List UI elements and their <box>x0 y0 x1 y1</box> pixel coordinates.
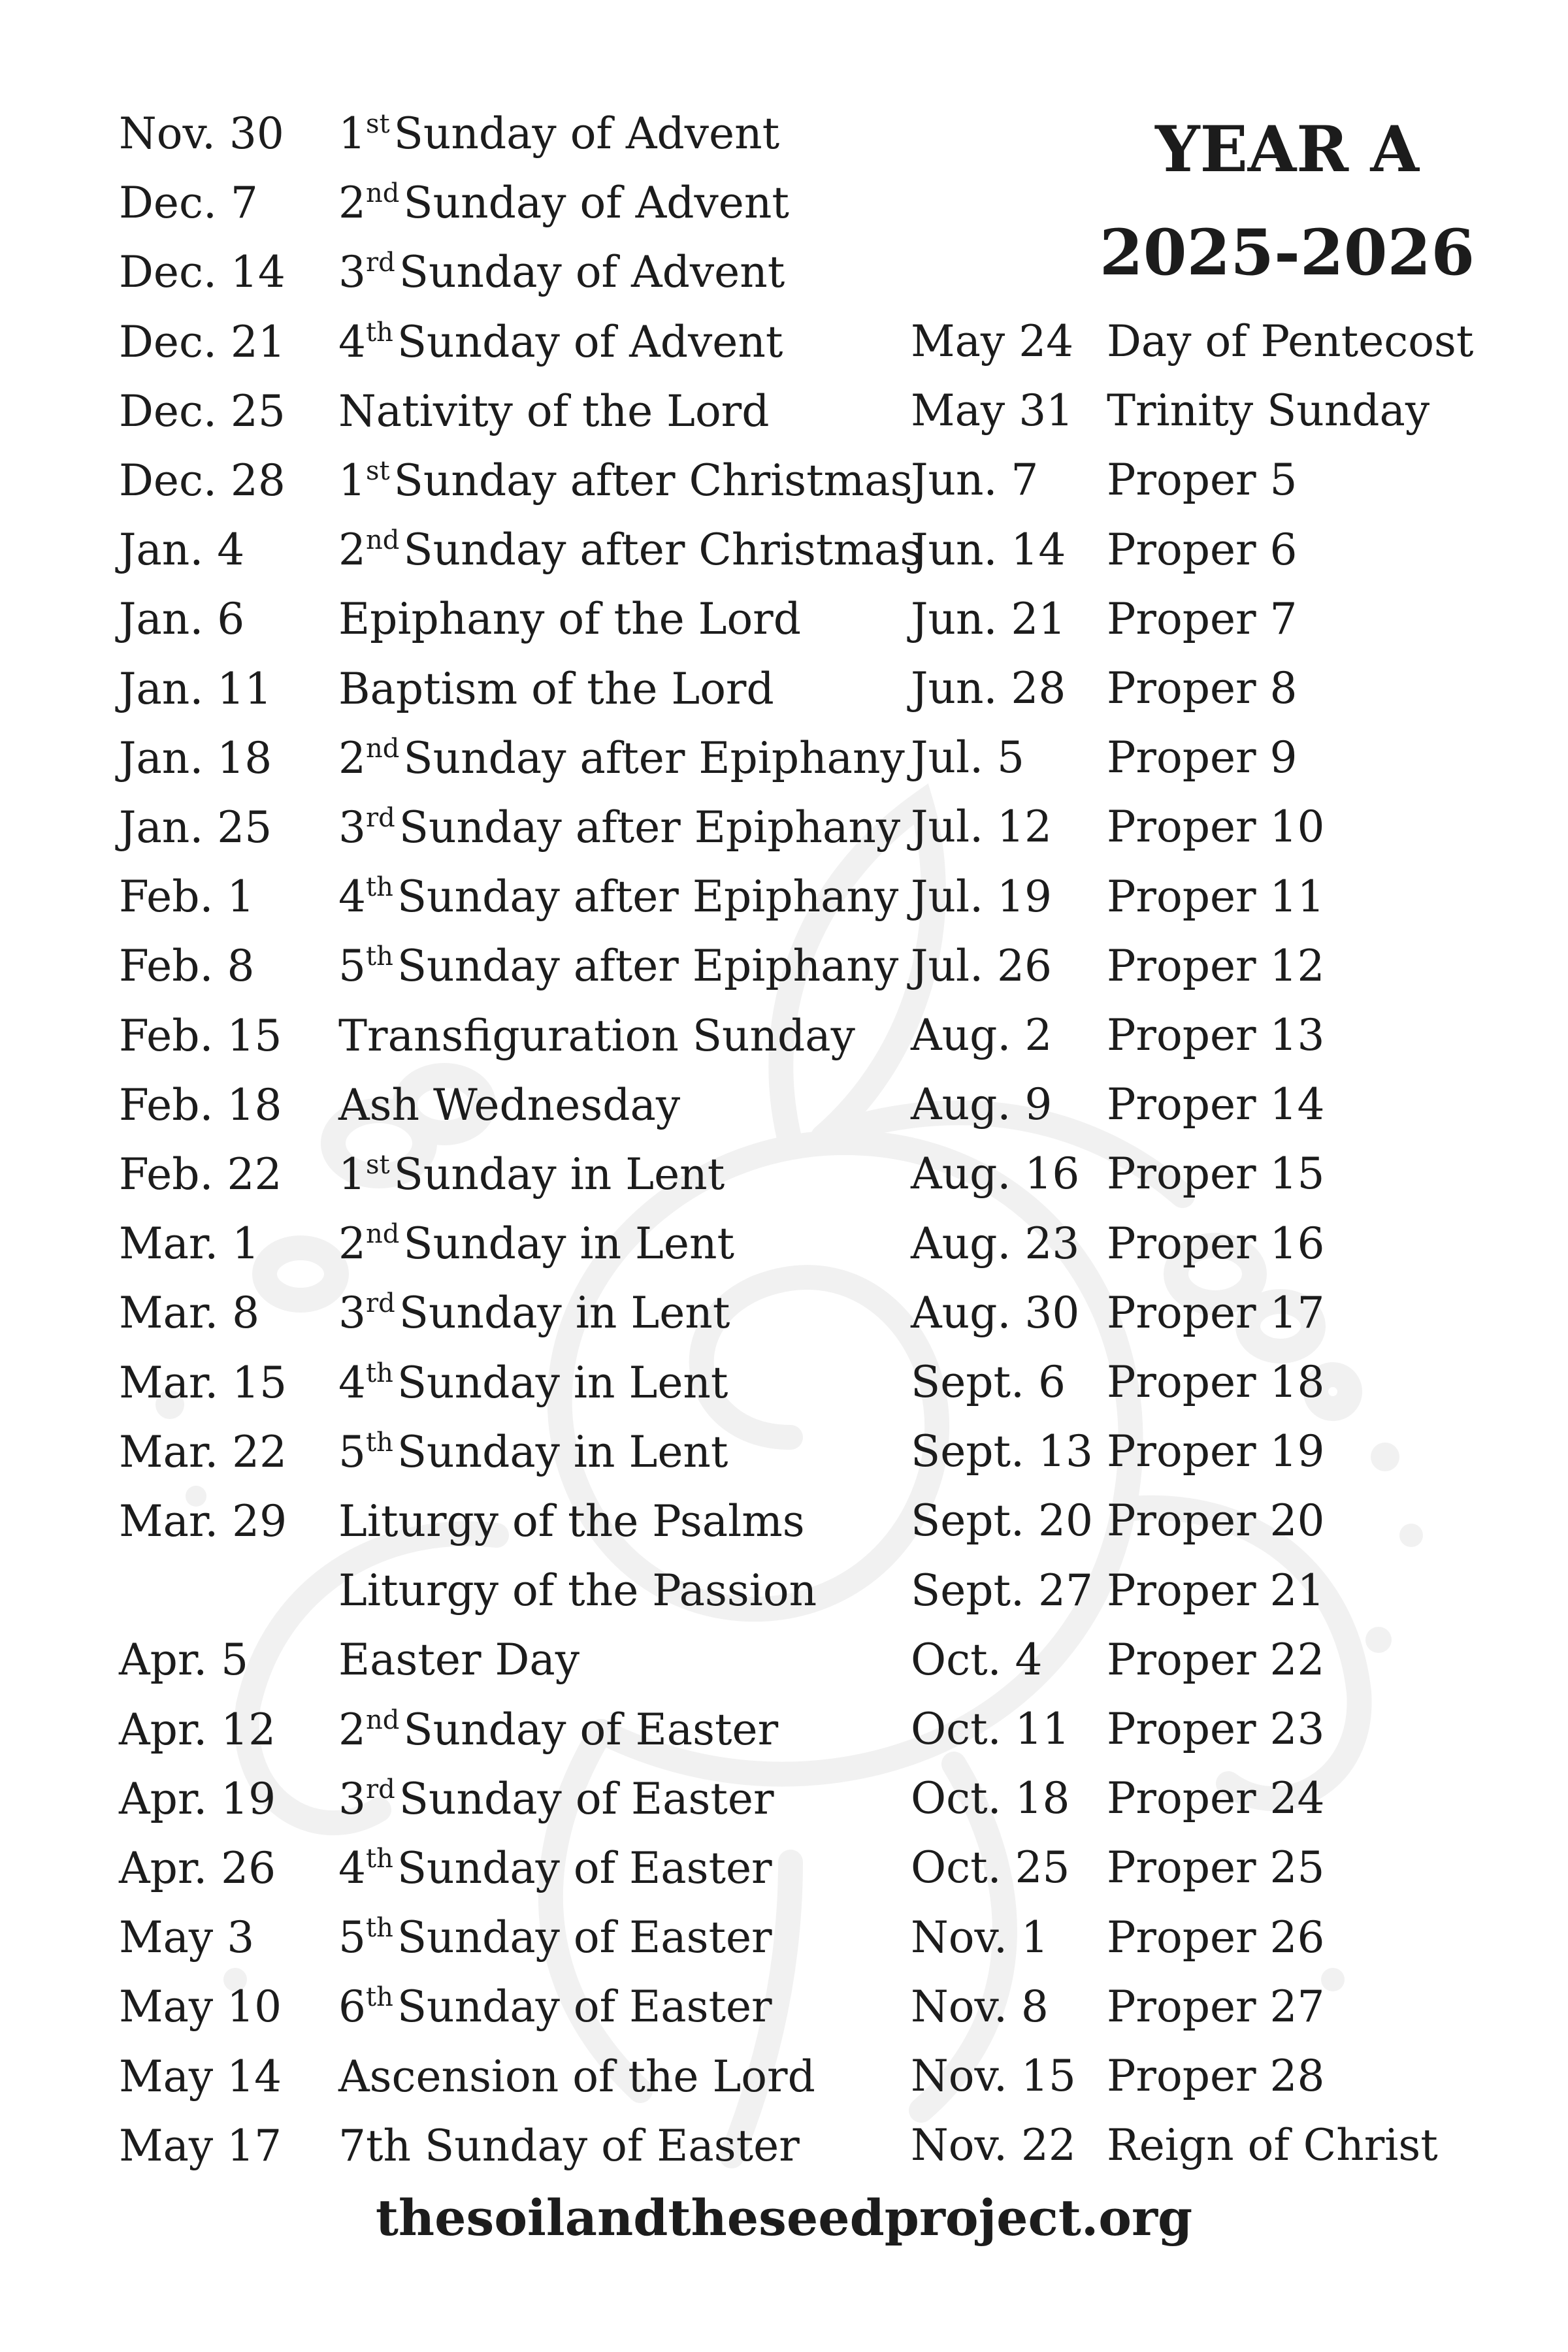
liturgical-day <box>338 1903 772 1978</box>
liturgical-day <box>338 1209 734 1284</box>
sunday-date: Aug. 23 <box>911 1218 1080 1269</box>
ordinal-suffix: th <box>366 1982 393 2013</box>
liturgical-day: Proper 27 <box>1107 1981 1325 2032</box>
liturgical-day-label: Sunday of Easter <box>397 1982 772 2033</box>
liturgical-day-label: Baptism of the Lord <box>338 663 774 714</box>
sunday-date: Mar. 15 <box>119 1357 287 1408</box>
sunday-date: Apr. 26 <box>119 1843 276 1893</box>
sunday-date: Apr. 12 <box>119 1704 276 1755</box>
liturgical-day <box>338 1972 772 2048</box>
ordinal-suffix: th <box>366 317 393 348</box>
liturgical-day-label: Sunday of Easter <box>397 1912 772 1963</box>
sunday-date: Jul. 5 <box>911 732 1025 783</box>
liturgical-day: Proper 20 <box>1107 1495 1325 1546</box>
liturgical-day-label: Sunday after Epiphany <box>403 732 905 783</box>
sunday-date: Jul. 26 <box>911 940 1053 991</box>
liturgical-day: Proper 8 <box>1107 663 1298 713</box>
liturgical-day: Proper 13 <box>1107 1010 1325 1060</box>
liturgical-day: Proper 25 <box>1107 1842 1325 1893</box>
sunday-date: Sept. 20 <box>911 1495 1093 1546</box>
ordinal-number: 5 <box>338 1912 366 1963</box>
liturgical-day-label: Sunday after Epiphany <box>399 802 901 853</box>
sunday-date: Sept. 27 <box>911 1565 1093 1616</box>
sunday-date: Dec. 21 <box>119 316 286 367</box>
sunday-date: Feb. 22 <box>119 1149 282 1200</box>
liturgical-day-label: Easter Day <box>338 1635 580 1686</box>
ordinal-suffix: rd <box>366 803 395 833</box>
liturgical-day <box>338 1348 728 1424</box>
ordinal-suffix: th <box>366 872 393 903</box>
sunday-date: Nov. 30 <box>119 108 284 159</box>
liturgical-day: Proper 15 <box>1107 1149 1325 1200</box>
sunday-date: May 17 <box>119 2120 282 2171</box>
liturgical-day <box>338 2042 815 2112</box>
liturgical-day-label: Sunday after Christmas <box>393 455 913 506</box>
liturgical-day: Proper 18 <box>1107 1357 1325 1407</box>
liturgical-day: Proper 26 <box>1107 1912 1325 1963</box>
sunday-date: Aug. 30 <box>911 1287 1080 1338</box>
liturgical-day-label: Epiphany of the Lord <box>338 594 801 645</box>
liturgical-day-label: Transfiguration Sunday <box>338 1010 855 1061</box>
sunday-date: Jan. 18 <box>119 732 272 783</box>
ordinal-number: 3 <box>338 1773 366 1824</box>
liturgical-day: Proper 11 <box>1107 871 1325 922</box>
liturgical-day: Reign of Christ <box>1107 2120 1438 2171</box>
ordinal-number: 2 <box>338 525 366 576</box>
liturgical-day <box>338 585 801 654</box>
liturgical-day: Proper 6 <box>1107 524 1298 575</box>
ordinal-suffix: rd <box>366 1774 395 1805</box>
sunday-date: Jul. 12 <box>911 802 1053 853</box>
sunday-date: Nov. 15 <box>911 2051 1076 2101</box>
liturgical-day <box>338 655 774 724</box>
liturgical-day: Proper 28 <box>1107 2051 1325 2101</box>
ordinal-number: 5 <box>338 1426 366 1477</box>
ordinal-suffix: rd <box>366 1288 395 1319</box>
liturgical-day <box>338 1279 730 1354</box>
liturgical-day-label: Liturgy of the Psalms <box>338 1496 805 1546</box>
ordinal-number: 4 <box>338 872 366 923</box>
sunday-date: Mar. 8 <box>119 1288 260 1339</box>
liturgical-day <box>338 1834 772 1909</box>
liturgical-day: Proper 14 <box>1107 1079 1325 1130</box>
sunday-date: Jun. 28 <box>911 663 1066 713</box>
ordinal-suffix: nd <box>366 525 400 556</box>
liturgical-day: Proper 22 <box>1107 1634 1325 1685</box>
liturgical-day <box>338 1556 817 1625</box>
website-url[interactable]: thesoilandtheseedproject.org <box>375 2189 1193 2247</box>
sunday-date: May 24 <box>911 316 1074 367</box>
liturgical-day-label: Sunday in Lent <box>397 1426 728 1477</box>
sunday-date: Mar. 29 <box>119 1496 287 1546</box>
sunday-date: Dec. 7 <box>119 178 258 229</box>
sunday-date: Aug. 2 <box>911 1010 1053 1060</box>
sunday-date: Nov. 22 <box>911 2120 1076 2171</box>
ordinal-number: 1 <box>338 108 366 159</box>
liturgical-day-label: Sunday of Advent <box>399 247 785 298</box>
sunday-date: Mar. 22 <box>119 1426 287 1477</box>
liturgical-day <box>338 308 783 383</box>
liturgical-day-label: Nativity of the Lord <box>338 385 770 436</box>
liturgical-day <box>338 169 789 244</box>
liturgical-day: Proper 19 <box>1107 1426 1325 1477</box>
ordinal-number: 6 <box>338 1982 366 2033</box>
sunday-date: Jun. 14 <box>911 524 1066 575</box>
liturgical-day <box>338 1071 680 1140</box>
sunday-date: May 10 <box>119 1982 282 2033</box>
ordinal-suffix: st <box>366 456 390 486</box>
liturgical-day <box>338 1765 774 1840</box>
sunday-date: May 3 <box>119 1912 255 1963</box>
sunday-date: Feb. 8 <box>119 941 255 992</box>
sunday-date: Feb. 1 <box>119 872 255 923</box>
ordinal-number: 2 <box>338 178 366 229</box>
sunday-date: Oct. 11 <box>911 1704 1070 1754</box>
liturgical-day <box>338 2112 800 2181</box>
sunday-date: Apr. 5 <box>119 1635 249 1686</box>
ordinal-number: 1 <box>338 455 366 506</box>
ordinal-number: 2 <box>338 732 366 783</box>
liturgical-day: Proper 9 <box>1107 732 1298 783</box>
liturgical-day-label: Liturgy of the Passion <box>338 1565 817 1616</box>
sunday-date: Dec. 25 <box>119 385 286 436</box>
liturgical-day: Proper 21 <box>1107 1565 1325 1616</box>
year-heading <box>1071 98 1503 304</box>
sunday-date: Dec. 28 <box>119 455 286 506</box>
ordinal-suffix: th <box>366 941 393 972</box>
liturgical-day <box>338 446 912 521</box>
ordinal-number: 2 <box>338 1218 366 1269</box>
liturgical-day: Proper 16 <box>1107 1218 1325 1269</box>
sunday-date: Feb. 15 <box>119 1010 282 1061</box>
sunday-date: Jan. 6 <box>119 594 245 645</box>
ordinal-suffix: th <box>366 1844 393 1874</box>
liturgical-day <box>338 1418 728 1493</box>
sunday-date: Sept. 13 <box>911 1426 1093 1477</box>
sunday-date: Dec. 14 <box>119 247 286 298</box>
sunday-date: Oct. 18 <box>911 1773 1070 1824</box>
liturgical-day <box>338 1695 778 1771</box>
sunday-date: Nov. 8 <box>911 1981 1049 2032</box>
liturgical-day <box>338 793 900 868</box>
sunday-date: Oct. 25 <box>911 1842 1070 1893</box>
ordinal-number: 4 <box>338 1357 366 1408</box>
liturgical-day-label: Sunday in Lent <box>393 1149 725 1200</box>
liturgical-day: Proper 7 <box>1107 593 1298 644</box>
liturgical-day-label: Sunday after Epiphany <box>397 872 899 923</box>
ordinal-suffix: th <box>366 1358 393 1388</box>
liturgical-day-label: Sunday of Easter <box>397 1843 772 1893</box>
liturgical-day <box>338 99 779 174</box>
sunday-date: Jan. 4 <box>119 525 245 576</box>
ordinal-number: 3 <box>338 1288 366 1339</box>
liturgical-day-label: Sunday of Easter <box>399 1773 774 1824</box>
liturgical-day-label: Sunday in Lent <box>399 1288 730 1339</box>
ordinal-suffix: st <box>366 1150 390 1180</box>
ordinal-suffix: nd <box>366 733 400 764</box>
liturgical-day <box>338 1002 855 1071</box>
liturgical-day: Proper 24 <box>1107 1773 1325 1824</box>
sunday-date: Jun. 7 <box>911 455 1039 506</box>
sunday-date: Feb. 18 <box>119 1079 282 1130</box>
liturgical-day: Day of Pentecost <box>1107 316 1474 367</box>
ordinal-suffix: st <box>366 109 390 139</box>
liturgical-day: Proper 17 <box>1107 1287 1325 1338</box>
liturgical-day: Trinity Sunday <box>1107 385 1430 436</box>
liturgical-day-label: Sunday in Lent <box>397 1357 728 1408</box>
sunday-date: Jan. 25 <box>119 802 272 853</box>
liturgical-day-label: Sunday after Epiphany <box>397 941 899 992</box>
ordinal-number: 4 <box>338 1843 366 1893</box>
year-label: YEAR A <box>1155 112 1419 186</box>
liturgical-day-label: Sunday of Advent <box>397 316 783 367</box>
liturgical-day-label: Sunday of Advent <box>403 178 789 229</box>
ordinal-number: 1 <box>338 1149 366 1200</box>
liturgical-day: Proper 5 <box>1107 455 1298 506</box>
sunday-date: Jan. 11 <box>119 663 272 714</box>
liturgical-day: Proper 23 <box>1107 1704 1325 1754</box>
liturgical-day-label: Ascension of the Lord <box>338 2051 815 2102</box>
liturgical-day <box>338 238 785 313</box>
liturgical-day: Proper 10 <box>1107 802 1325 853</box>
sunday-date: Jun. 21 <box>911 593 1066 644</box>
sunday-date: May 31 <box>911 385 1074 436</box>
sunday-date: Oct. 4 <box>911 1634 1043 1685</box>
sunday-date: Jul. 19 <box>911 871 1053 922</box>
liturgical-day <box>338 862 898 938</box>
ordinal-number: 3 <box>338 802 366 853</box>
ordinal-suffix: th <box>366 1913 393 1944</box>
liturgical-day: Proper 12 <box>1107 940 1325 991</box>
liturgical-day-label: Sunday in Lent <box>403 1218 734 1269</box>
sunday-date: Apr. 19 <box>119 1773 276 1824</box>
ordinal-number: 4 <box>338 316 366 367</box>
liturgical-day <box>338 724 905 799</box>
ordinal-suffix: nd <box>366 1705 400 1735</box>
ordinal-suffix: nd <box>366 1219 400 1250</box>
year-range: 2025-2026 <box>1099 216 1475 289</box>
liturgical-day-label: Sunday after Christmas <box>403 525 923 576</box>
liturgical-day <box>338 377 769 446</box>
sunday-date: Aug. 16 <box>911 1149 1080 1200</box>
liturgical-day-label: Sunday of Easter <box>403 1704 779 1755</box>
liturgical-day <box>338 515 922 591</box>
sunday-date: Mar. 1 <box>119 1218 260 1269</box>
ordinal-number: 2 <box>338 1704 366 1755</box>
liturgical-day <box>338 1625 580 1695</box>
liturgical-day <box>338 1487 805 1556</box>
ordinal-suffix: th <box>366 1427 393 1458</box>
sunday-date: Sept. 6 <box>911 1357 1066 1407</box>
sunday-date: May 14 <box>119 2051 282 2102</box>
ordinal-number: 3 <box>338 247 366 298</box>
liturgical-day <box>338 1140 725 1215</box>
ordinal-suffix: rd <box>366 248 395 278</box>
liturgical-day-label: Ash Wednesday <box>338 1079 681 1130</box>
liturgical-day <box>338 932 898 1007</box>
ordinal-suffix: nd <box>366 178 400 209</box>
sunday-date: Aug. 9 <box>911 1079 1053 1130</box>
sunday-date: Nov. 1 <box>911 1912 1049 1963</box>
ordinal-number: 5 <box>338 941 366 992</box>
liturgical-day-label: Sunday of Advent <box>393 108 780 159</box>
liturgical-day-label: 7th Sunday of Easter <box>338 2120 800 2171</box>
